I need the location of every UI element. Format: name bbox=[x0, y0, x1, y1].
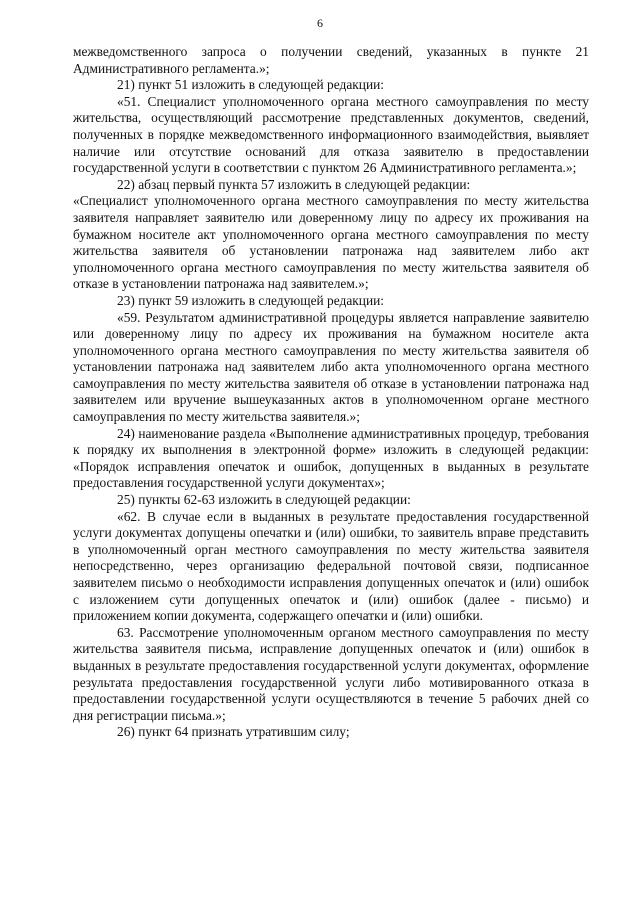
paragraph: 23) пункт 59 изложить в следующей редакции: bbox=[117, 292, 385, 308]
paragraph: «59. Результатом административной процедуры является направление заявителю или доверенному лицу по адресу их проживания на бумажном носителе акта уполномоченного органа местного самоуправления по месту жительства заявителя об установлении патронажа над заявителем либо акта уполномоченного органа местного самоуправления по месту жительства заявителя об отказе в установлении патронажа над заявителем или вручение вышеуказанных актов в уполномоченном органе местного самоуправления по месту жительства заявителя.»; bbox=[73, 309, 589, 425]
paragraph: 22) абзац первый пункта 57 изложить в следующей редакции: bbox=[117, 176, 471, 192]
paragraph: межведомственного запроса о получении сведений, указанных в пункте 21 Административного регламента.»; bbox=[73, 44, 589, 76]
paragraph: 24) наименование раздела «Выполнение административных процедур, требования к порядку их выполнения в электронной форме» изложить в следующей редакции: «Порядок исправления опечаток и ошибок, допущенных в выданных в результате предоставления государственной услуги документах»; bbox=[73, 425, 589, 491]
paragraph: «62. В случае если в выданных в результате предоставления государственной услуги документах допущены опечатки и (или) ошибки, то заявитель вправе представить в уполномоченный орган местного самоуправления по месту жительства заявителя непосредственно, через организацию федеральной почтовой связи, подписанное заявителем письмо о необходимости исправления допущенных опечаток и (или) ошибок с изложением сути допущенных опечаток и (или) ошибок (далее - письмо) и приложением копии документа, содержащего опечатки и (или) ошибки. bbox=[73, 508, 589, 624]
document-body bbox=[73, 44, 589, 741]
page-number: 6 bbox=[317, 16, 323, 30]
paragraph: «51. Специалист уполномоченного органа местного самоуправления по месту жительства, осуществляющий рассмотрение представленных документов, сведений, полученных в порядке межведомственного информационного взаимодействия, выявляет наличие или отсутствие оснований для отказа заявителю в предоставлении государственной услуги в соответствии с пунктом 26 Административного регламента.»; bbox=[73, 93, 589, 176]
paragraph: 63. Рассмотрение уполномоченным органом местного самоуправления по месту жительства заявителя письма, исправление допущенных опечаток и (или) ошибок в выданных в результате предоставления государственной услуги документах, оформление результата предоставления государственной услуги либо мотивированного отказа в предоставлении государственной услуги осуществляются в течение 5 рабочих дней со дня регистрации письма.»; bbox=[73, 624, 589, 723]
paragraph: 21) пункт 51 изложить в следующей редакции: bbox=[117, 77, 385, 93]
paragraph: 25) пункты 62-63 изложить в следующей редакции: bbox=[117, 492, 411, 508]
paragraph: «Специалист уполномоченного органа местного самоуправления по месту жительства заявителя направляет заявителю или доверенному лицу по адресу их проживания на бумажном носителе акт уполномоченного органа местного самоуправления по месту жительства заявителя об установлении патронажа над заявителем либо акт уполномоченного органа местного самоуправления по месту жительства заявителя об отказе в установлении патронажа над заявителем.»; bbox=[73, 193, 589, 292]
paragraph: 26) пункт 64 признать утратившим силу; bbox=[117, 724, 350, 740]
